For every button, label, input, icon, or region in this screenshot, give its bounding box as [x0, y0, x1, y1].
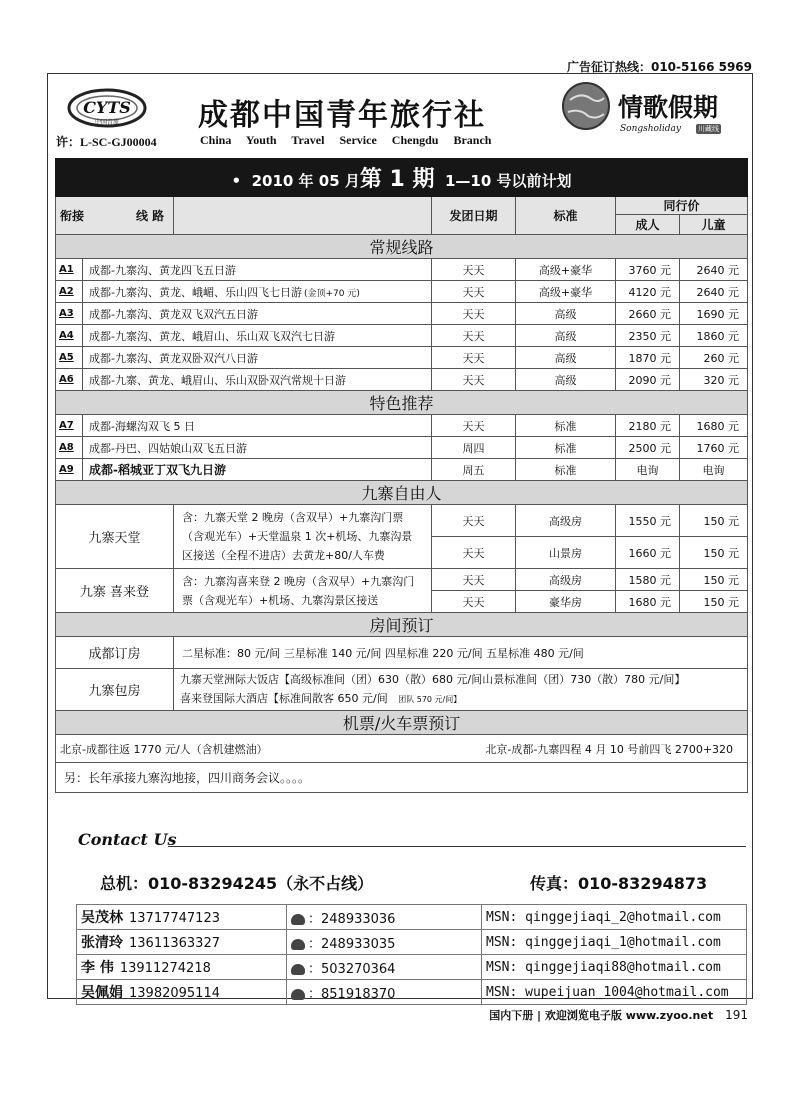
brand-name-en: Songsholiday	[620, 124, 681, 134]
contact-qq	[287, 955, 482, 980]
agency-title-en: China Youth Travel Service Chengdu Branch	[200, 133, 492, 147]
route-adult-price: 2180 元	[616, 415, 680, 437]
route-row	[56, 437, 748, 459]
free-std: 山景房	[516, 537, 616, 569]
col-depart: 发团日期	[432, 197, 516, 235]
route-row	[56, 347, 748, 369]
brand-badge: 川藏线	[698, 125, 719, 133]
contact-row	[77, 980, 747, 1005]
msn-address: MSN: qinggejiaqi_1@hotmail.com	[482, 930, 747, 955]
section-featured: 特色推荐	[56, 391, 748, 415]
free-std: 高级房	[516, 505, 616, 537]
col-price: 同行价	[616, 197, 748, 215]
free-tiantang-desc: 含：九寨天堂 2 晚房（含双早）+九寨沟门票（含观光车）+天堂温泉 1 次+机场、九寨沟景区接送（全程不进店）去黄龙+80/人车费	[174, 505, 432, 569]
route-date: 天天	[432, 303, 516, 325]
msn-address: MSN: qinggejiaqi88@hotmail.com	[482, 955, 747, 980]
route-child-price: 260 元	[680, 347, 748, 369]
cyts-logo-icon	[66, 86, 148, 130]
route-child-price: 1690 元	[680, 303, 748, 325]
contact-row	[77, 930, 747, 955]
section-regular: 常规线路	[56, 235, 748, 259]
contact-phone: 13611363327	[129, 936, 220, 951]
route-standard: 高级	[516, 369, 616, 391]
footer-text: 国内下册 | 欢迎浏览电子版 www.zyoo.net	[489, 1009, 714, 1022]
page-frame	[47, 73, 753, 1002]
route-child-price: 2640 元	[680, 281, 748, 303]
route-row	[56, 259, 748, 281]
free-std: 高级房	[516, 569, 616, 591]
route-standard: 标准	[516, 415, 616, 437]
msn-address: MSN: qinggejiaqi_2@hotmail.com	[482, 905, 747, 930]
section-free: 九寨自由人	[56, 481, 748, 505]
route-name: 成都-海螺沟双飞 5 日	[83, 415, 432, 437]
route-child-price: 电询	[680, 459, 748, 481]
route-date: 天天	[432, 347, 516, 369]
qq-icon	[291, 964, 305, 975]
route-name: 成都-稻城亚丁双飞九日游	[83, 459, 432, 481]
qq-number: 248933036	[321, 911, 396, 927]
issue-banner: • 2010 年 05 月第 1 期 1—10 号以前计划	[56, 159, 748, 197]
route-code: A7	[56, 415, 83, 437]
free-date: 天天	[432, 591, 516, 613]
route-adult-price: 2660 元	[616, 303, 680, 325]
qq-colon: ：	[308, 911, 322, 927]
route-date: 天天	[432, 281, 516, 303]
route-child-price: 2640 元	[680, 259, 748, 281]
free-std: 豪华房	[516, 591, 616, 613]
route-code: A9	[56, 459, 83, 481]
route-row	[56, 303, 748, 325]
route-code: A5	[56, 347, 83, 369]
free-xilaideng-desc: 含：九寨沟喜来登 2 晚房（含双早）+九寨沟门票（含观光车）+机场、九寨沟景区接送	[174, 569, 432, 613]
section-room: 房间预订	[56, 613, 748, 637]
route-row	[56, 369, 748, 391]
free-adult: 1680 元	[616, 591, 680, 613]
route-name-text: 成都-九寨沟、黄龙、峨眉山、乐山双飞双汽七日游	[89, 329, 335, 343]
route-date: 周四	[432, 437, 516, 459]
col-child: 儿童	[680, 215, 748, 235]
price-table	[55, 158, 748, 793]
free-date: 天天	[432, 537, 516, 569]
room-chengdu-text: 二星标准：80 元/间 三星标准 140 元/间 四星标准 220 元/间 五星标准 480 元/间	[174, 637, 748, 669]
route-adult-price: 4120 元	[616, 281, 680, 303]
agency-title: 成都中国青年旅行社	[198, 98, 486, 133]
route-name	[83, 347, 432, 369]
route-standard: 高级	[516, 325, 616, 347]
section-ticket: 机票/火车票预订	[56, 711, 748, 735]
route-child-price: 1680 元	[680, 415, 748, 437]
route-adult-price: 2350 元	[616, 325, 680, 347]
free-child: 150 元	[680, 537, 748, 569]
route-child-price: 1760 元	[680, 437, 748, 459]
service-note: 另：长年承接九寨沟地接，四川商务会议。。。。	[56, 763, 748, 793]
route-name	[83, 369, 432, 391]
contact-row	[77, 955, 747, 980]
contact-name: 吴佩娟	[81, 985, 123, 1001]
contact-qq	[287, 905, 482, 930]
contact-qq	[287, 980, 482, 1005]
qq-number: 851918370	[321, 986, 396, 1002]
qq-number: 503270364	[321, 961, 396, 977]
route-name-text: 成都-九寨沟、黄龙四飞五日游	[89, 263, 236, 277]
qq-colon: ：	[308, 986, 322, 1002]
route-code: A3	[56, 303, 83, 325]
free-adult: 1580 元	[616, 569, 680, 591]
room-jiuzhai-text	[174, 669, 748, 711]
route-row	[56, 281, 748, 303]
qq-icon	[291, 989, 305, 1000]
free-adult: 1660 元	[616, 537, 680, 569]
contact-person	[77, 980, 287, 1005]
fax-number: 传真：010-83294873	[530, 874, 708, 893]
contact-name: 吴茂林	[81, 910, 123, 926]
route-code: A1	[56, 259, 83, 281]
route-date: 周五	[432, 459, 516, 481]
col-adult: 成人	[616, 215, 680, 235]
contact-phone: 13911274218	[119, 961, 211, 976]
col-connect: 衔接	[56, 197, 174, 235]
route-name-text: 成都-九寨沟、黄龙双卧双汽八日游	[89, 351, 258, 365]
ad-hotline: 广告征订热线：010-5166 5969	[566, 60, 752, 74]
route-name	[83, 325, 432, 347]
free-child: 150 元	[680, 591, 748, 613]
contact-divider	[168, 846, 746, 847]
contact-person	[77, 930, 287, 955]
qq-colon: ：	[308, 936, 322, 952]
regular-routes	[56, 259, 748, 391]
room-jiuzhai-line2-small: 团队 570 元/间】	[398, 695, 462, 704]
qq-colon: ：	[308, 961, 322, 977]
route-code: A2	[56, 281, 83, 303]
free-tiantang-label: 九寨天堂	[56, 505, 174, 569]
free-date: 天天	[432, 505, 516, 537]
route-adult-price: 2090 元	[616, 369, 680, 391]
route-adult-price: 1870 元	[616, 347, 680, 369]
route-date: 天天	[432, 369, 516, 391]
svg-text:中国青旅: 中国青旅	[94, 119, 120, 126]
msn-address: MSN: wupeijuan_1004@hotmail.com	[482, 980, 747, 1005]
route-code: A8	[56, 437, 83, 459]
brand-name: 情歌假期	[618, 93, 719, 122]
route-standard: 标准	[516, 437, 616, 459]
ticket-left: 北京-成都往返 1770 元/人（含机建燃油）	[56, 735, 516, 763]
qq-icon	[291, 914, 305, 925]
room-jiuzhai-line2: 喜来登国际大酒店【标准间散客 650 元/间	[180, 692, 388, 705]
contact-qq	[287, 930, 482, 955]
room-chengdu-label: 成都订房	[56, 637, 174, 669]
route-row	[56, 459, 748, 481]
route-child-price: 320 元	[680, 369, 748, 391]
contact-name: 张清玲	[81, 935, 123, 951]
route-date: 天天	[432, 259, 516, 281]
page-footer	[489, 1007, 748, 1023]
route-standard: 高级+豪华	[516, 281, 616, 303]
route-standard: 标准	[516, 459, 616, 481]
route-name-text: 成都-九寨沟、黄龙双飞双汽五日游	[89, 307, 258, 321]
col-route: 线 路	[174, 197, 432, 235]
route-date: 天天	[432, 325, 516, 347]
page-number: 191	[725, 1008, 748, 1022]
route-code: A6	[56, 369, 83, 391]
svg-text:CYTS: CYTS	[83, 98, 131, 117]
contact-phone: 13982095114	[129, 986, 220, 1001]
license-number: 许：L-SC-GJ00004	[56, 135, 157, 149]
free-child: 150 元	[680, 569, 748, 591]
route-adult-price: 2500 元	[616, 437, 680, 459]
route-code: A4	[56, 325, 83, 347]
route-adult-price: 电询	[616, 459, 680, 481]
route-row	[56, 325, 748, 347]
route-name	[83, 303, 432, 325]
contact-name: 李 伟	[81, 960, 114, 976]
contact-phone: 13717747123	[129, 911, 220, 926]
free-xilaideng-label: 九寨 喜来登	[56, 569, 174, 613]
header	[48, 74, 752, 154]
contact-person	[77, 955, 287, 980]
route-name-text: 成都-九寨、黄龙、峨眉山、乐山双卧双汽常规十日游	[89, 373, 346, 387]
route-standard: 高级	[516, 347, 616, 369]
featured-routes	[56, 415, 748, 481]
contact-person	[77, 905, 287, 930]
col-standard: 标准	[516, 197, 616, 235]
route-date: 天天	[432, 415, 516, 437]
room-jiuzhai-line1: 九寨天堂洲际大饭店【高级标准间（团）630（散）680 元/间山景标准间（团）730（散）780 元/间】	[180, 673, 686, 686]
main-phone: 总机：010-83294245（永不占线）	[100, 874, 374, 893]
route-standard: 高级	[516, 303, 616, 325]
route-row	[56, 415, 748, 437]
room-jiuzhai-label: 九寨包房	[56, 669, 174, 711]
route-note: (金顶+70 元)	[303, 288, 360, 299]
ticket-right: 北京-成都-九寨四程 4 月 10 号前四飞 2700+320	[516, 735, 748, 763]
route-child-price: 1860 元	[680, 325, 748, 347]
route-name	[83, 281, 432, 303]
contact-title: Contact Us	[78, 830, 177, 849]
route-name: 成都-丹巴、四姑娘山双飞五日游	[83, 437, 432, 459]
qq-number: 248933035	[321, 936, 396, 952]
globe-icon	[560, 80, 612, 132]
qq-icon	[291, 939, 305, 950]
free-adult: 1550 元	[616, 505, 680, 537]
free-date: 天天	[432, 569, 516, 591]
route-name-text: 成都-九寨沟、黄龙、峨嵋、乐山四飞七日游	[89, 285, 302, 299]
free-child: 150 元	[680, 505, 748, 537]
contacts-table	[76, 904, 747, 1005]
route-name	[83, 259, 432, 281]
contact-row	[77, 905, 747, 930]
route-standard: 高级+豪华	[516, 259, 616, 281]
route-adult-price: 3760 元	[616, 259, 680, 281]
